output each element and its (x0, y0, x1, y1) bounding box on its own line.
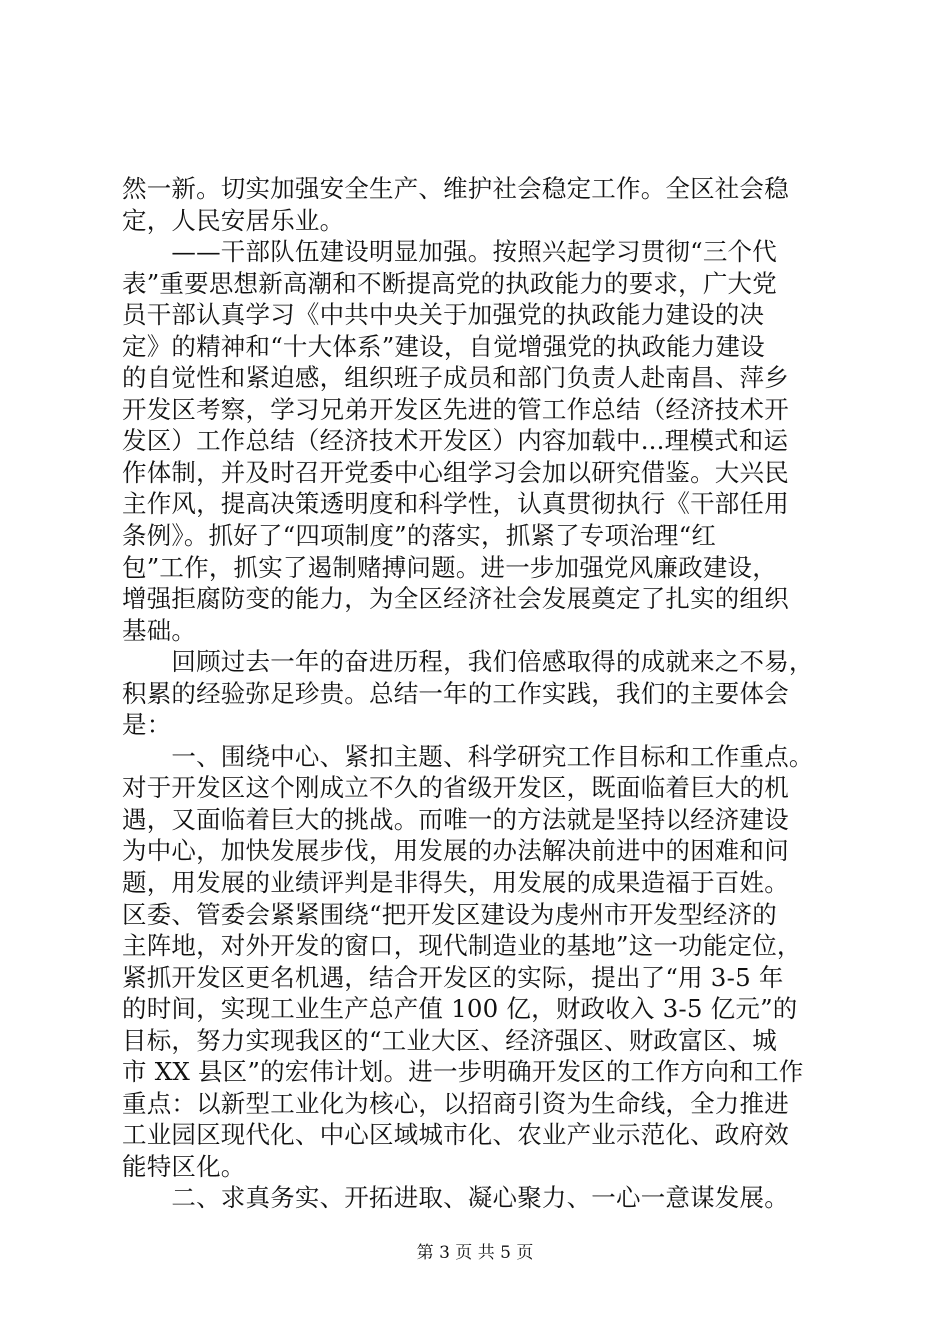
text-line: 是： (122, 710, 172, 740)
text-line: 遇，又面临着巨大的挑战。而唯一的方法就是坚持以经济建设 (122, 804, 789, 834)
text-line: 定》的精神和“十大体系”建设，自觉增强党的执政能力建设 (122, 331, 765, 361)
text-line: 主作风，提高决策透明度和科学性，认真贯彻执行《干部任用 (122, 489, 789, 519)
text-line: 主阵地，对外开发的窗口，现代制造业的基地”这一功能定位， (122, 931, 802, 961)
text-line: 紧抓开发区更名机遇，结合开发区的实际，提出了“用 3-5 年 (122, 962, 784, 992)
text-line: 目标，努力实现我区的“工业大区、经济强区、财政富区、城 (122, 1025, 777, 1055)
text-line: 基础。 (122, 615, 197, 645)
text-line: 定，人民安居乐业。 (122, 205, 345, 235)
text-line: 表”重要思想新高潮和不断提高党的执政能力的要求，广大党 (122, 268, 777, 298)
text-line: 增强拒腐防变的能力，为全区经济社会发展奠定了扎实的组织 (122, 584, 789, 614)
text-line: 工业园区现代化、中心区域城市化、农业产业示范化、政府效 (122, 1120, 789, 1150)
text-line: 一、围绕中心、紧扣主题、科学研究工作目标和工作重点。 (122, 741, 814, 771)
text-line: 的时间，实现工业生产总产值 100 亿，财政收入 3-5 亿元”的 (122, 994, 798, 1024)
text-line: 区委、管委会紧紧围绕“把开发区建设为虔州市开发型经济的 (122, 899, 777, 929)
text-line: 能特区化。 (122, 1151, 246, 1181)
text-line: 为中心，加快发展步伐，用发展的办法解决前进中的困难和问 (122, 836, 789, 866)
text-line: 积累的经验弥足珍贵。总结一年的工作实践，我们的主要体会 (122, 678, 789, 708)
text-line: 作体制，并及时召开党委中心组学习会加以研究借鉴。大兴民 (122, 457, 789, 487)
text-line: 条例》。抓好了“四项制度”的落实，抓紧了专项治理“红 (122, 521, 717, 550)
text-line: ——干部队伍建设明显加强。按照兴起学习贯彻“三个代 (122, 237, 777, 267)
text-line: 重点：以新型工业化为核心，以招商引资为生命线，全力推进 (122, 1088, 789, 1118)
text-line: 回顾过去一年的奋进历程，我们倍感取得的成就来之不易， (122, 647, 814, 677)
page-number-footer: 第 3 页 共 5 页 (416, 1243, 534, 1263)
text-line: 然一新。切实加强安全生产、维护社会稳定工作。全区社会稳 (122, 174, 789, 203)
text-line: 对于开发区这个刚成立不久的省级开发区，既面临着巨大的机 (122, 773, 789, 803)
text-line: 发区）工作总结（经济技术开发区）内容加载中...理模式和运 (122, 426, 789, 456)
text-line: 市 XX 县区”的宏伟计划。进一步明确开发区的工作方向和工作 (122, 1057, 804, 1087)
text-line: 题，用发展的业绩评判是非得失，用发展的成果造福于百姓。 (122, 868, 789, 897)
text-line: 开发区考察，学习兄弟开发区先进的管工作总结（经济技术开 (122, 394, 789, 424)
text-line: 二、求真务实、开拓进取、凝心聚力、一心一意谋发展。 (122, 1183, 789, 1213)
text-line: 包”工作，抓实了遏制赌搏问题。进一步加强党风廉政建设， (122, 552, 777, 582)
text-line: 员干部认真学习《中共中央关于加强党的执政能力建设的决 (122, 300, 765, 330)
text-line: 的自觉性和紧迫感，组织班子成员和部门负责人赴南昌、萍乡 (122, 363, 789, 393)
